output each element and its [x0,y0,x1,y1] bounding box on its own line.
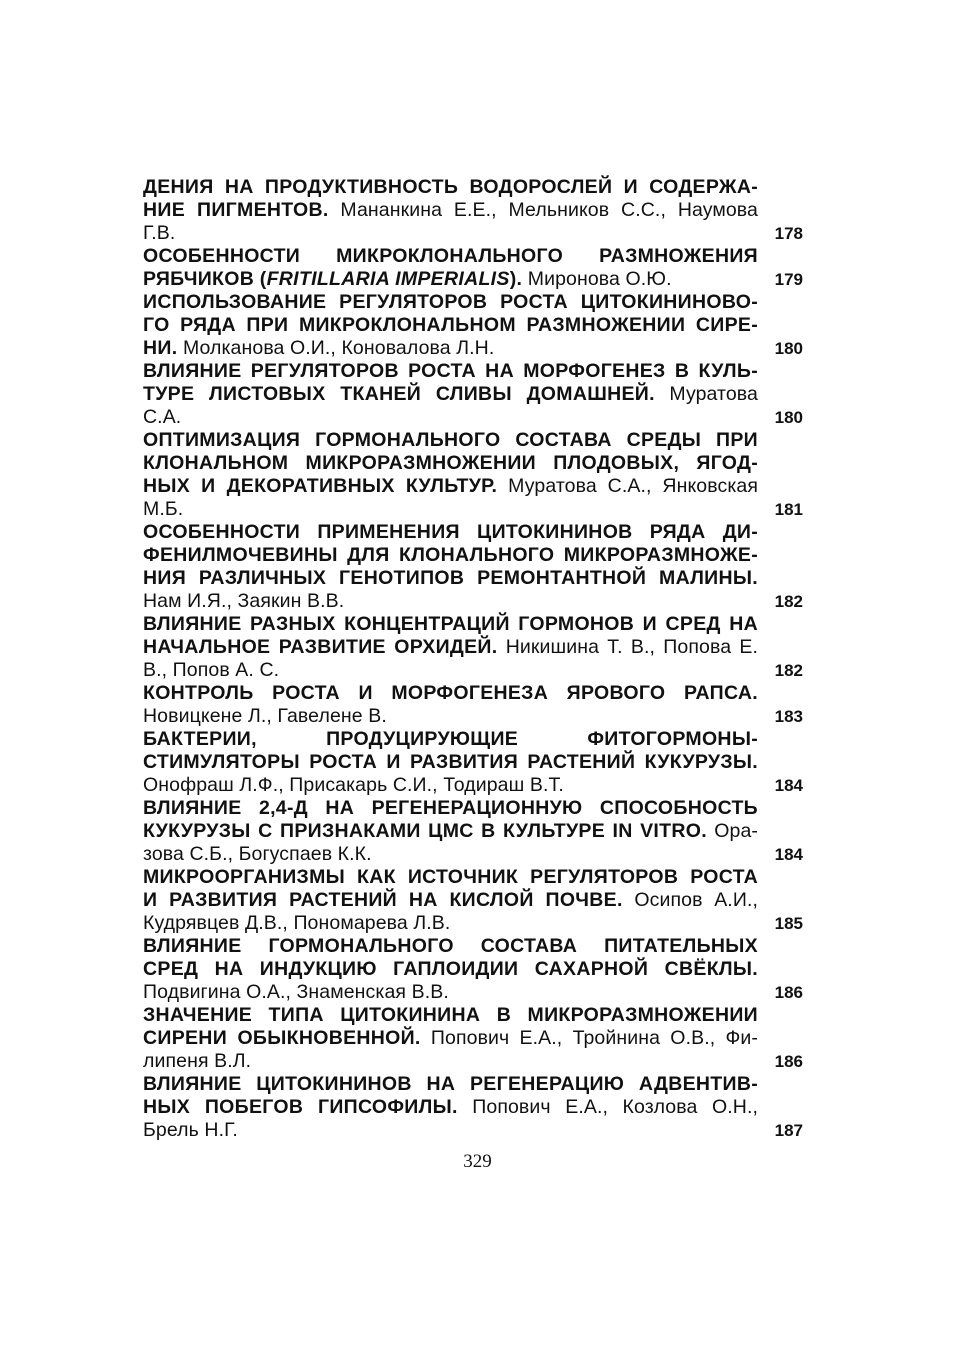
toc-line [143,199,758,222]
entry-title-segment: ИСПОЛЬЗОВАНИЕ РЕГУЛЯТОРОВ РОСТА ЦИТОКИНИНОВО- [143,291,758,313]
toc-line [143,360,758,383]
toc-entry-text [143,613,758,682]
toc-page-number: 180 [774,339,803,358]
entry-title-segment: ВЛИЯНИЕ 2,4-Д НА РЕГЕНЕРАЦИОННУЮ СПОСОБНОСТЬ [143,797,758,819]
toc-line [143,682,758,705]
entry-authors-segment: Никишина Т. В., Попова Е. [497,636,759,658]
entry-title-segment: ОСОБЕННОСТИ МИКРОКЛОНАЛЬНОГО РАЗМНОЖЕНИЯ [143,245,758,267]
toc-entry [143,245,803,291]
table-of-contents [143,176,803,1142]
toc-page-number: 184 [774,776,803,795]
toc-line [143,843,758,866]
entry-authors-segment: Новицкене Л., Гавелене В. [143,705,387,727]
toc-entry-text [143,360,758,429]
toc-entry-text [143,291,758,360]
toc-line [143,429,758,452]
toc-entry [143,797,803,866]
toc-page-number: 182 [774,592,803,611]
entry-title-segment: НИЕ ПИГМЕНТОВ. [143,199,329,221]
entry-title-segment: МИКРООРГАНИЗМЫ КАК ИСТОЧНИК РЕГУЛЯТОРОВ РОСТА [143,866,758,888]
toc-line [143,406,758,429]
toc-line [143,1096,758,1119]
entry-title-segment: КЛОНАЛЬНОМ МИКРОРАЗМНОЖЕНИИ ПЛОДОВЫХ, ЯГОД- [143,452,758,474]
toc-page-number: 185 [774,914,803,933]
entry-title-segment: ОПТИМИЗАЦИЯ ГОРМОНАЛЬНОГО СОСТАВА СРЕДЫ ПРИ [143,429,758,451]
toc-entry [143,521,803,613]
toc-line [143,314,758,337]
entry-authors-segment: М.Б. [143,498,184,520]
entry-authors-segment: Кудрявцев Д.В., Пономарева Л.В. [143,912,451,934]
toc-entry [143,176,803,245]
entry-title-segment: ТУРЕ ЛИСТОВЫХ ТКАНЕЙ СЛИВЫ ДОМАШНЕЙ. [143,383,655,405]
toc-page-number: 187 [774,1121,803,1140]
toc-line [143,1119,758,1142]
entry-title-segment: FRITILLARIA IMPERIALIS [266,268,510,290]
toc-entry [143,682,803,728]
toc-line [143,222,758,245]
toc-line [143,567,758,590]
toc-line [143,383,758,406]
entry-authors-segment: Нам И.Я., Заякин В.В. [143,590,345,612]
toc-line [143,774,758,797]
toc-line [143,958,758,981]
toc-line [143,590,758,613]
entry-title-segment: НАЧАЛЬНОЕ РАЗВИТИЕ ОРХИДЕЙ. [143,636,498,658]
entry-title-segment: НИ. [143,337,178,359]
page-number: 329 [463,1151,492,1172]
toc-entry-text [143,728,758,797]
toc-page-number: 186 [774,983,803,1002]
toc-entry-text [143,682,758,728]
entry-authors-segment: Подвигина О.А., Знаменская В.В. [143,981,449,1003]
toc-line [143,268,758,291]
toc-entry [143,1004,803,1073]
toc-line [143,498,758,521]
toc-page-number: 186 [774,1052,803,1071]
entry-title-segment: ВЛИЯНИЕ РАЗНЫХ КОНЦЕНТРАЦИЙ ГОРМОНОВ И СРЕД НА [143,613,758,635]
toc-line [143,613,758,636]
entry-authors-segment: Молканова О.И., Коновалова Л.Н. [177,337,495,359]
toc-page-number: 180 [774,408,803,427]
entry-title-segment: ВЛИЯНИЕ РЕГУЛЯТОРОВ РОСТА НА МОРФОГЕНЕЗ В КУЛЬ- [143,360,758,382]
toc-entry [143,613,803,682]
entry-authors-segment: Попович Е.А., Тройнина О.В., Фи- [420,1027,758,1049]
toc-page-number: 182 [774,661,803,680]
toc-line [143,1073,758,1096]
toc-line [143,245,758,268]
toc-entry [143,429,803,521]
toc-entry-text [143,245,758,291]
entry-title-segment: НЫХ ПОБЕГОВ ГИПСОФИЛЫ. [143,1096,458,1118]
toc-entry-text [143,935,758,1004]
entry-title-segment: И РАЗВИТИЯ РАСТЕНИЙ НА КИСЛОЙ ПОЧВЕ. [143,889,623,911]
entry-title-segment: СИРЕНИ ОБЫКНОВЕННОЙ. [143,1027,421,1049]
toc-entry-text [143,429,758,521]
toc-line [143,1004,758,1027]
toc-line [143,751,758,774]
entry-authors-segment: Онофраш Л.Ф., Присакарь С.И., Тодираш В.Т. [143,774,564,796]
toc-entry-text [143,797,758,866]
toc-line [143,291,758,314]
toc-line [143,981,758,1004]
toc-line [143,728,758,751]
toc-line [143,912,758,935]
entry-authors-segment: В., Попов А. С. [143,659,280,681]
toc-line [143,935,758,958]
toc-entry [143,360,803,429]
toc-line [143,475,758,498]
toc-page-number: 178 [774,224,803,243]
toc-line [143,521,758,544]
entry-authors-segment: зова С.Б., Богуспаев К.К. [143,843,372,865]
toc-entry-text [143,176,758,245]
entry-title-segment: КОНТРОЛЬ РОСТА И МОРФОГЕНЕЗА ЯРОВОГО РАПСА. [143,682,758,704]
entry-title-segment: ЗНАЧЕНИЕ ТИПА ЦИТОКИНИНА В МИКРОРАЗМНОЖЕНИИ [143,1004,758,1026]
entry-authors-segment: Брель Н.Г. [143,1119,238,1141]
entry-authors-segment: Муратова [654,383,758,405]
entry-authors-segment: Ора- [706,820,758,842]
entry-title-segment: ОСОБЕННОСТИ ПРИМЕНЕНИЯ ЦИТОКИНИНОВ РЯДА ДИ- [143,521,758,543]
entry-authors-segment: липеня В.Л. [143,1050,252,1072]
toc-page-number: 183 [774,707,803,726]
toc-entry [143,291,803,360]
entry-authors-segment: Мананкина Е.Е., Мельников С.С., Наумова [328,199,758,221]
toc-entry-text [143,866,758,935]
toc-line [143,659,758,682]
entry-title-segment: НИЯ РАЗЛИЧНЫХ ГЕНОТИПОВ РЕМОНТАНТНОЙ МАЛИНЫ. [143,567,758,589]
entry-title-segment: ВЛИЯНИЕ ГОРМОНАЛЬНОГО СОСТАВА ПИТАТЕЛЬНЫХ [143,935,758,957]
toc-line [143,797,758,820]
toc-line [143,820,758,843]
entry-title-segment: ВЛИЯНИЕ ЦИТОКИНИНОВ НА РЕГЕНЕРАЦИЮ АДВЕНТИВ- [143,1073,758,1095]
toc-line [143,337,758,360]
toc-line [143,705,758,728]
entry-authors-segment: Г.В. [143,222,176,244]
entry-title-segment: ДЕНИЯ НА ПРОДУКТИВНОСТЬ ВОДОРОСЛЕЙ И СОДЕРЖА- [143,176,758,198]
toc-page-number: 181 [774,500,803,519]
entry-authors-segment: Попович Е.А., Козлова О.Н., [457,1096,758,1118]
toc-entry-text [143,521,758,613]
entry-title-segment: БАКТЕРИИ, ПРОДУЦИРУЮЩИЕ ФИТОГОРМОНЫ- [143,728,758,750]
toc-entry-text [143,1004,758,1073]
toc-line [143,176,758,199]
toc-page-number: 179 [774,270,803,289]
entry-title-segment: СТИМУЛЯТОРЫ РОСТА И РАЗВИТИЯ РАСТЕНИЙ КУКУРУЗЫ. [143,751,758,773]
toc-line [143,544,758,567]
entry-title-segment: СРЕД НА ИНДУКЦИЮ ГАПЛОИДИИ САХАРНОЙ СВЁКЛЫ. [143,958,758,980]
toc-entry [143,935,803,1004]
toc-entry [143,1073,803,1142]
toc-entry [143,866,803,935]
toc-line [143,866,758,889]
entry-title-segment: ). [509,268,523,290]
entry-authors-segment: Муратова С.А., Янковская [497,475,758,497]
entry-authors-segment: Миронова О.Ю. [522,268,672,290]
toc-line [143,889,758,912]
entry-title-segment: ФЕНИЛМОЧЕВИНЫ ДЛЯ КЛОНАЛЬНОГО МИКРОРАЗМНОЖЕ- [143,544,758,566]
entry-title-segment: РЯБЧИКОВ ( [143,268,267,290]
toc-page-number: 184 [774,845,803,864]
toc-line [143,1027,758,1050]
toc-entry-text [143,1073,758,1142]
entry-authors-segment: С.А. [143,406,182,428]
entry-title-segment: НЫХ И ДЕКОРАТИВНЫХ КУЛЬТУР. [143,475,498,497]
toc-line [143,636,758,659]
entry-authors-segment: Осипов А.И., [622,889,758,911]
toc-entry [143,728,803,797]
toc-line [143,1050,758,1073]
entry-title-segment: КУКУРУЗЫ С ПРИЗНАКАМИ ЦМС В КУЛЬТУРЕ IN VITRO. [143,820,707,842]
toc-line [143,452,758,475]
entry-title-segment: ГО РЯДА ПРИ МИКРОКЛОНАЛЬНОМ РАЗМНОЖЕНИИ СИРЕ- [143,314,758,336]
